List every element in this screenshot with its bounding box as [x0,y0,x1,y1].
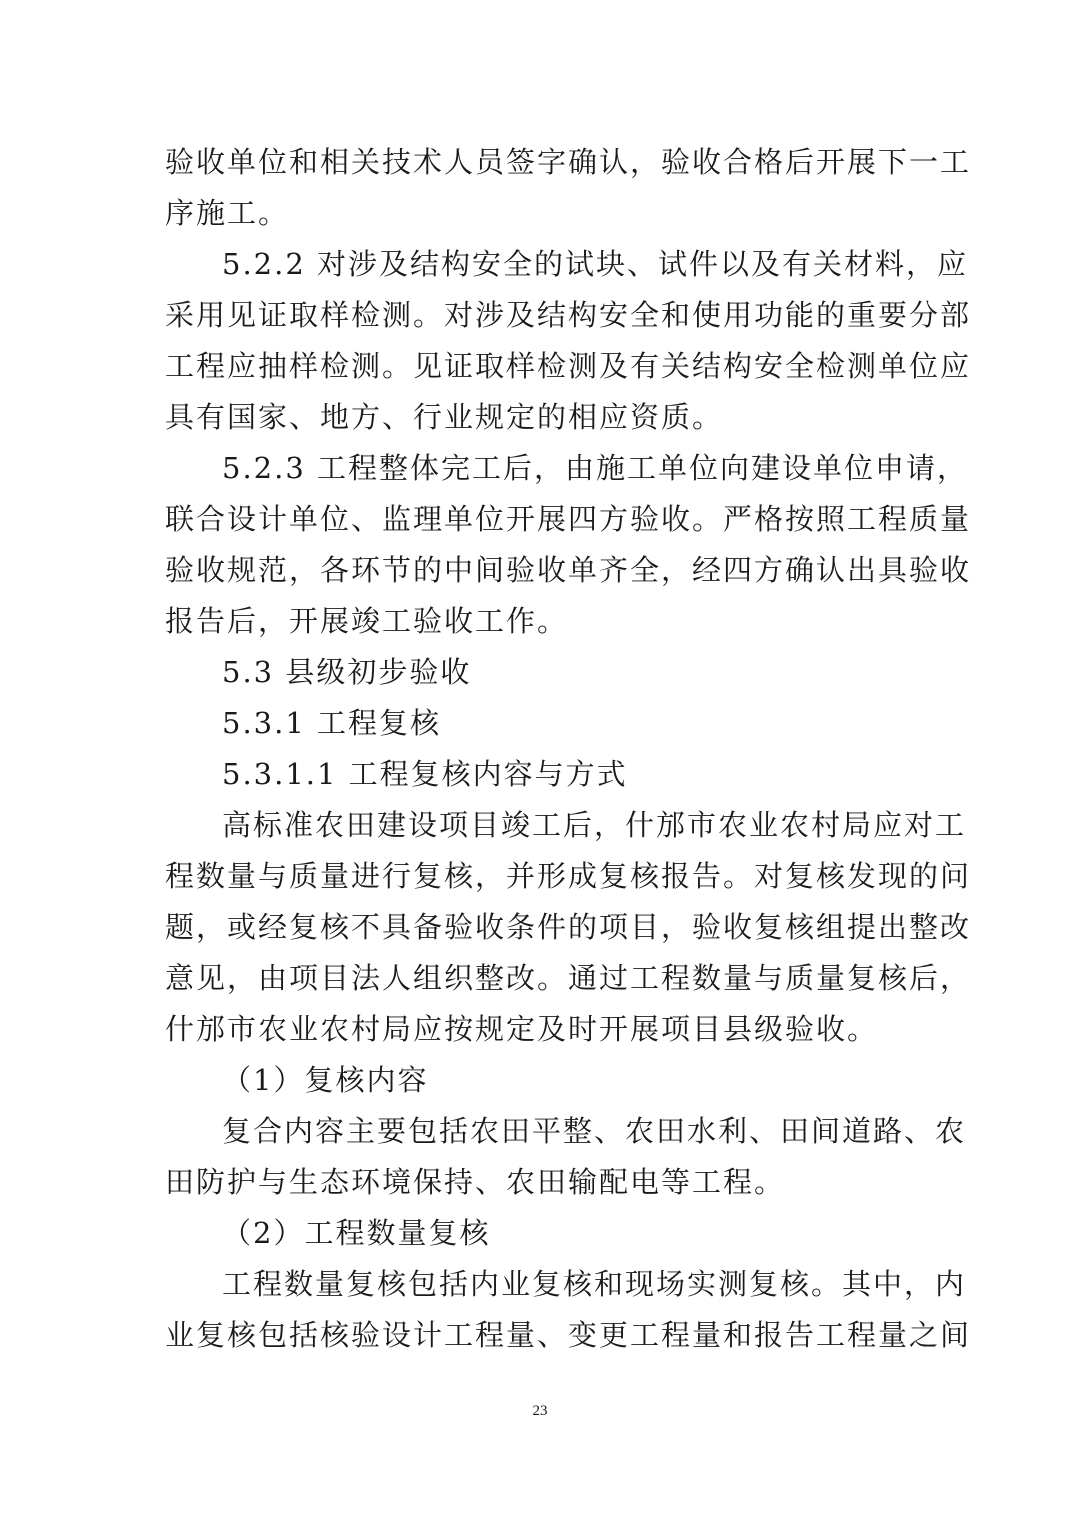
subsection-heading: （2）工程数量复核 [222,1216,491,1250]
text-line: 高标准农田建设项目竣工后，什邡市农业农村局应对工 [222,808,967,842]
section-heading: 5.3.1 工程复核 [222,706,442,740]
text-line: 具有国家、地方、行业规定的相应资质。 [165,400,724,434]
text-line: 验收规范，各环节的中间验收单齐全，经四方确认出具验收 [165,553,972,587]
text-line: 程数量与质量进行复核，并形成复核报告。对复核发现的问 [165,859,972,893]
text-line: 采用见证取样检测。对涉及结构安全和使用功能的重要分部 [165,298,972,332]
section-heading: 5.3.1.1 工程复核内容与方式 [222,757,628,791]
text-line: 报告后，开展竣工验收工作。 [165,604,569,638]
text-line: 田防护与生态环境保持、农田输配电等工程。 [165,1165,786,1199]
page-number: 23 [532,1403,548,1419]
text-line: 序施工。 [165,196,290,230]
text-line: 工程应抽样检测。见证取样检测及有关结构安全检测单位应 [165,349,972,383]
text-line: 题，或经复核不具备验收条件的项目，验收复核组提出整改 [165,910,972,944]
text-line: 5.2.2 对涉及结构安全的试块、试件以及有关材料，应 [222,247,969,281]
text-line: 什邡市农业农村局应按规定及时开展项目县级验收。 [165,1012,879,1046]
subsection-heading: （1）复核内容 [222,1063,429,1097]
section-heading: 5.3 县级初步验收 [222,655,472,689]
text-line: 5.2.3 工程整体完工后，由施工单位向建设单位申请， [222,451,969,485]
text-line: 业复核包括核验设计工程量、变更工程量和报告工程量之间 [165,1318,972,1352]
text-line: 工程数量复核包括内业复核和现场实测复核。其中，内 [222,1267,967,1301]
text-line: 验收单位和相关技术人员签字确认，验收合格后开展下一工 [165,145,972,179]
text-line: 意见，由项目法人组织整改。通过工程数量与质量复核后， [165,961,972,995]
text-line: 复合内容主要包括农田平整、农田水利、田间道路、农 [222,1114,967,1148]
text-line: 联合设计单位、监理单位开展四方验收。严格按照工程质量 [165,502,972,536]
